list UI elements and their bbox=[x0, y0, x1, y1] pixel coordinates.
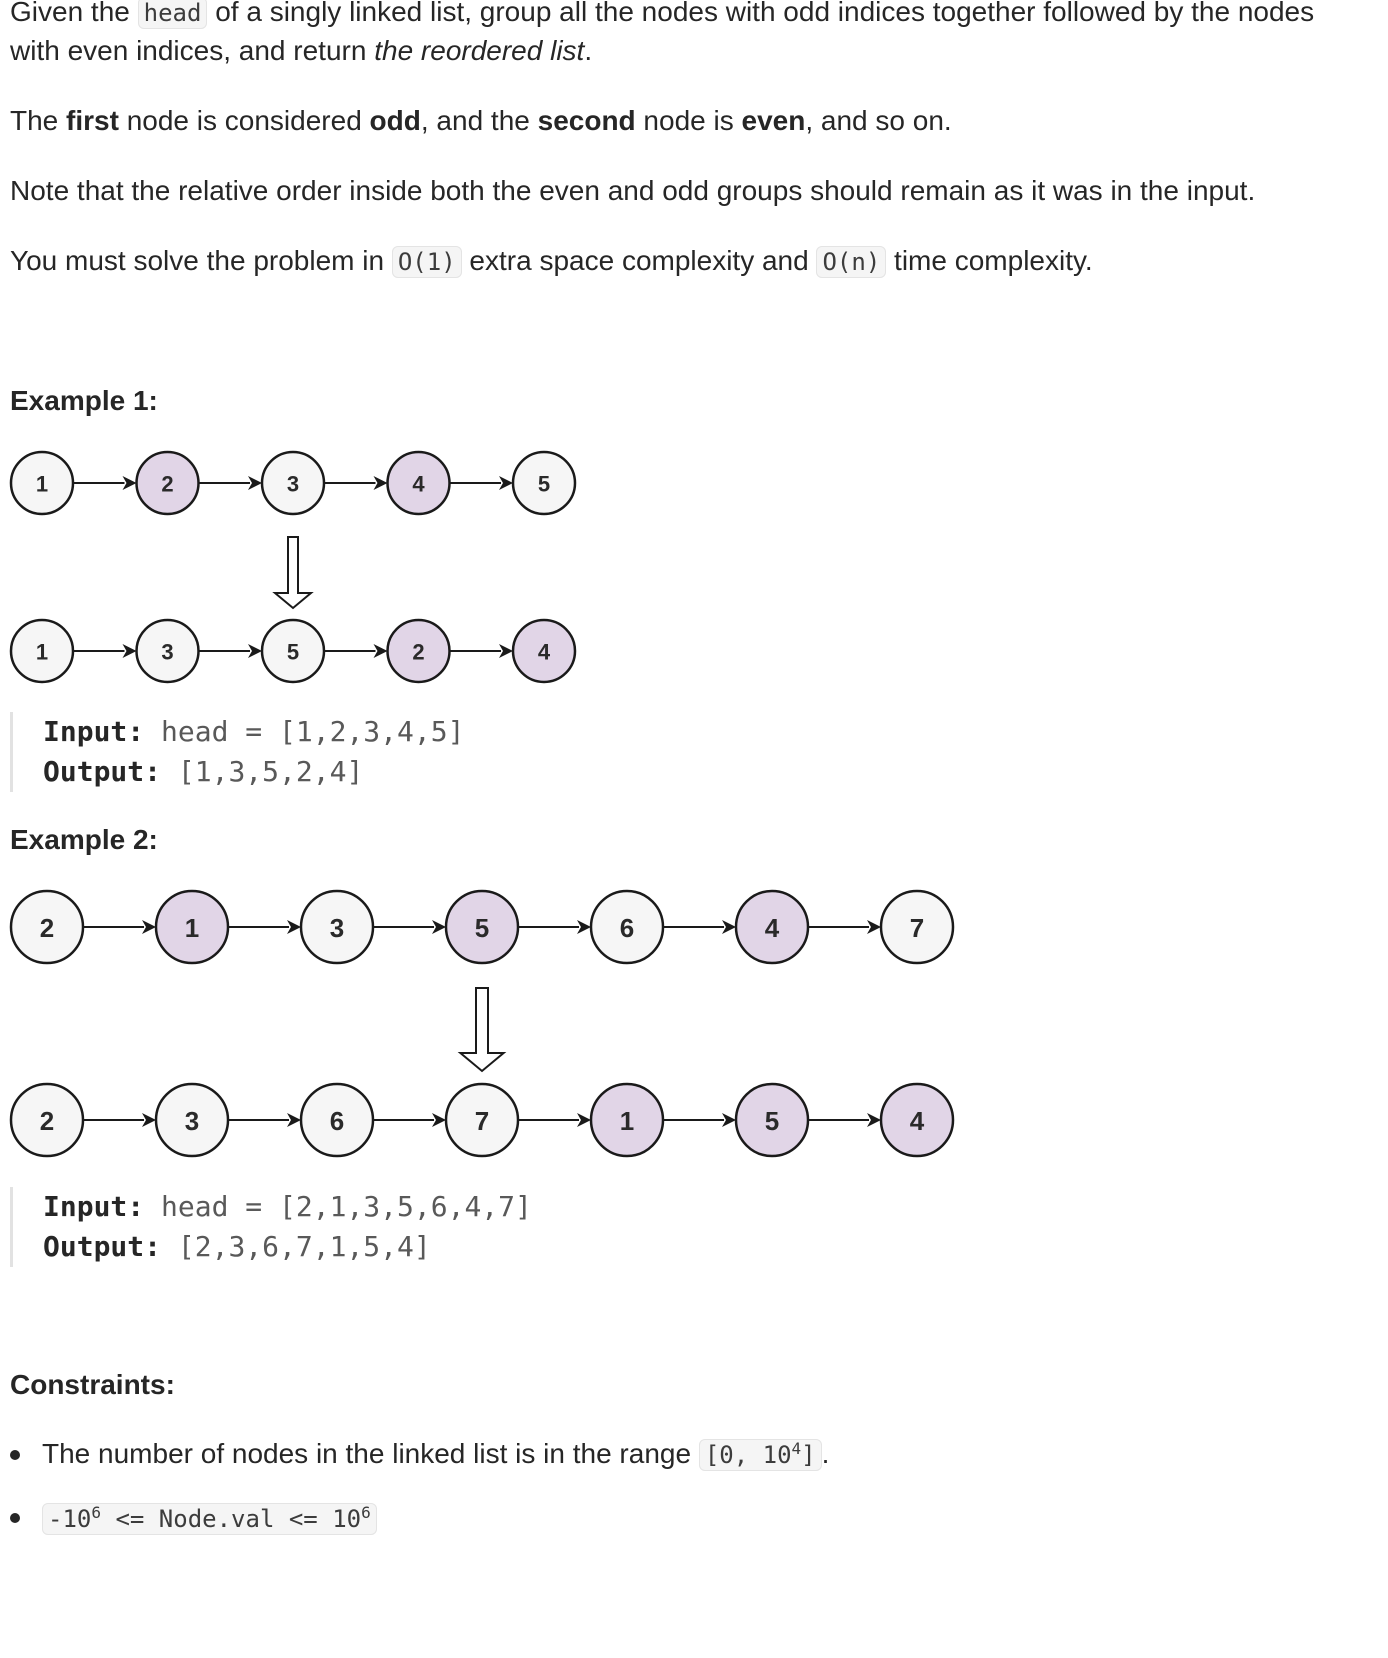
link-arrow bbox=[228, 920, 301, 934]
link-arrow bbox=[450, 644, 514, 658]
emphasis: the reordered list bbox=[374, 35, 585, 66]
link-arrow bbox=[83, 920, 156, 934]
code-o1: O(1) bbox=[392, 246, 462, 278]
text: The bbox=[10, 105, 67, 136]
description-paragraph-1 bbox=[10, 0, 1314, 33]
list-node bbox=[881, 1084, 953, 1156]
svg-text:5: 5 bbox=[764, 1106, 780, 1136]
superscript: 6 bbox=[91, 1503, 101, 1522]
bold: first bbox=[66, 105, 119, 136]
list-node bbox=[513, 620, 575, 682]
list-node bbox=[11, 452, 73, 514]
svg-text:4: 4 bbox=[909, 1106, 925, 1136]
svg-text:2: 2 bbox=[412, 639, 425, 665]
constraint-1 bbox=[42, 1434, 829, 1475]
list-node bbox=[11, 1084, 83, 1156]
input-value: head = [1,2,3,4,5] bbox=[144, 715, 465, 748]
example-1-title: Example 1: bbox=[10, 385, 158, 416]
list-node bbox=[513, 452, 575, 514]
svg-text:3: 3 bbox=[184, 1106, 200, 1136]
transform-arrow bbox=[460, 988, 503, 1071]
list-node bbox=[156, 1084, 228, 1156]
list-node bbox=[137, 620, 199, 682]
example-2-diagram bbox=[0, 885, 980, 1185]
text: time complexity. bbox=[886, 245, 1093, 276]
text: node is bbox=[635, 105, 742, 136]
code-head: head bbox=[138, 0, 208, 29]
svg-text:1: 1 bbox=[35, 471, 49, 497]
link-arrow bbox=[228, 1113, 301, 1127]
list-node bbox=[388, 620, 450, 682]
link-arrow bbox=[808, 920, 881, 934]
code-part: -10 bbox=[48, 1505, 92, 1533]
svg-text:6: 6 bbox=[329, 1106, 345, 1136]
list-node bbox=[11, 891, 83, 963]
text: . bbox=[821, 1438, 830, 1469]
input-label: Input: bbox=[43, 715, 145, 748]
text: , and so on. bbox=[805, 105, 952, 136]
example-1-diagram bbox=[0, 440, 600, 690]
list-node bbox=[156, 891, 228, 963]
example-2-title: Example 2: bbox=[10, 824, 158, 855]
list-node bbox=[446, 891, 518, 963]
svg-text:2: 2 bbox=[39, 913, 55, 943]
svg-text:4: 4 bbox=[412, 471, 425, 497]
svg-text:5: 5 bbox=[537, 471, 551, 497]
output-label: Output: bbox=[43, 755, 162, 788]
list-node bbox=[262, 452, 324, 514]
list-node bbox=[137, 452, 199, 514]
link-arrow bbox=[450, 476, 514, 490]
list-node bbox=[388, 452, 450, 514]
link-arrow bbox=[199, 476, 263, 490]
code-range bbox=[699, 1439, 822, 1471]
link-arrow bbox=[518, 920, 591, 934]
example-2-io bbox=[10, 1187, 532, 1267]
svg-text:1: 1 bbox=[184, 913, 200, 943]
link-arrow bbox=[324, 476, 388, 490]
description-paragraph-3: Note that the relative order inside both the even and odd groups should remain as it was in the input. bbox=[10, 175, 1256, 206]
link-arrow bbox=[373, 1113, 446, 1127]
code-part: <= Node.val <= 10 bbox=[101, 1505, 362, 1533]
code-on: O(n) bbox=[816, 246, 886, 278]
link-arrow bbox=[663, 920, 736, 934]
description-paragraph-4 bbox=[10, 241, 1093, 282]
bullet-1 bbox=[10, 1450, 20, 1460]
bullet-2 bbox=[10, 1513, 20, 1523]
text: , and the bbox=[420, 105, 538, 136]
transform-arrow bbox=[275, 537, 311, 608]
link-arrow bbox=[73, 476, 137, 490]
svg-text:3: 3 bbox=[161, 639, 174, 665]
input-value: head = [2,1,3,5,6,4,7] bbox=[144, 1190, 532, 1223]
bold: second bbox=[537, 105, 636, 136]
svg-text:2: 2 bbox=[161, 471, 174, 497]
constraint-2 bbox=[42, 1498, 377, 1539]
svg-text:1: 1 bbox=[619, 1106, 635, 1136]
superscript: 6 bbox=[361, 1503, 371, 1522]
example-1-io bbox=[10, 712, 464, 792]
svg-text:3: 3 bbox=[286, 471, 300, 497]
text: The number of nodes in the linked list is in the range bbox=[42, 1438, 699, 1469]
code-part: [0, 10 bbox=[704, 1441, 792, 1469]
link-arrow bbox=[663, 1113, 736, 1127]
svg-text:7: 7 bbox=[909, 913, 925, 943]
text: Given the bbox=[10, 0, 138, 27]
svg-text:1: 1 bbox=[35, 639, 49, 665]
output-label: Output: bbox=[43, 1230, 162, 1263]
input-label: Input: bbox=[43, 1190, 145, 1223]
output-value: [2,3,6,7,1,5,4] bbox=[161, 1230, 431, 1263]
description-paragraph-1-cont bbox=[10, 31, 592, 71]
list-node bbox=[881, 891, 953, 963]
svg-text:4: 4 bbox=[537, 639, 551, 665]
link-arrow bbox=[73, 644, 137, 658]
list-node bbox=[736, 891, 808, 963]
list-node bbox=[591, 891, 663, 963]
link-arrow bbox=[373, 920, 446, 934]
list-node bbox=[446, 1084, 518, 1156]
svg-text:5: 5 bbox=[474, 913, 490, 943]
svg-text:5: 5 bbox=[286, 639, 300, 665]
text: extra space complexity and bbox=[461, 245, 817, 276]
list-node bbox=[301, 891, 373, 963]
output-value: [1,3,5,2,4] bbox=[161, 755, 364, 788]
code-part: ] bbox=[801, 1441, 816, 1469]
code-node-val bbox=[42, 1503, 377, 1535]
link-arrow bbox=[83, 1113, 156, 1127]
text: with even indices, and return bbox=[10, 35, 375, 66]
list-node bbox=[736, 1084, 808, 1156]
text: You must solve the problem in bbox=[10, 245, 392, 276]
link-arrow bbox=[518, 1113, 591, 1127]
list-node bbox=[591, 1084, 663, 1156]
svg-text:6: 6 bbox=[619, 913, 635, 943]
constraints-title: Constraints: bbox=[10, 1369, 175, 1400]
link-arrow bbox=[808, 1113, 881, 1127]
link-arrow bbox=[324, 644, 388, 658]
description-paragraph-2 bbox=[10, 101, 952, 141]
list-node bbox=[301, 1084, 373, 1156]
superscript: 4 bbox=[791, 1439, 802, 1458]
text: of a singly linked list, group all the nodes with odd indices together followed by the nodes bbox=[207, 0, 1315, 27]
bold: odd bbox=[369, 105, 421, 136]
svg-text:3: 3 bbox=[329, 913, 345, 943]
link-arrow bbox=[199, 644, 263, 658]
svg-text:2: 2 bbox=[39, 1106, 55, 1136]
text: node is considered bbox=[118, 105, 370, 136]
svg-text:7: 7 bbox=[474, 1106, 490, 1136]
list-node bbox=[11, 620, 73, 682]
svg-text:4: 4 bbox=[764, 913, 780, 943]
bold: even bbox=[741, 105, 806, 136]
text: . bbox=[584, 35, 593, 66]
list-node bbox=[262, 620, 324, 682]
